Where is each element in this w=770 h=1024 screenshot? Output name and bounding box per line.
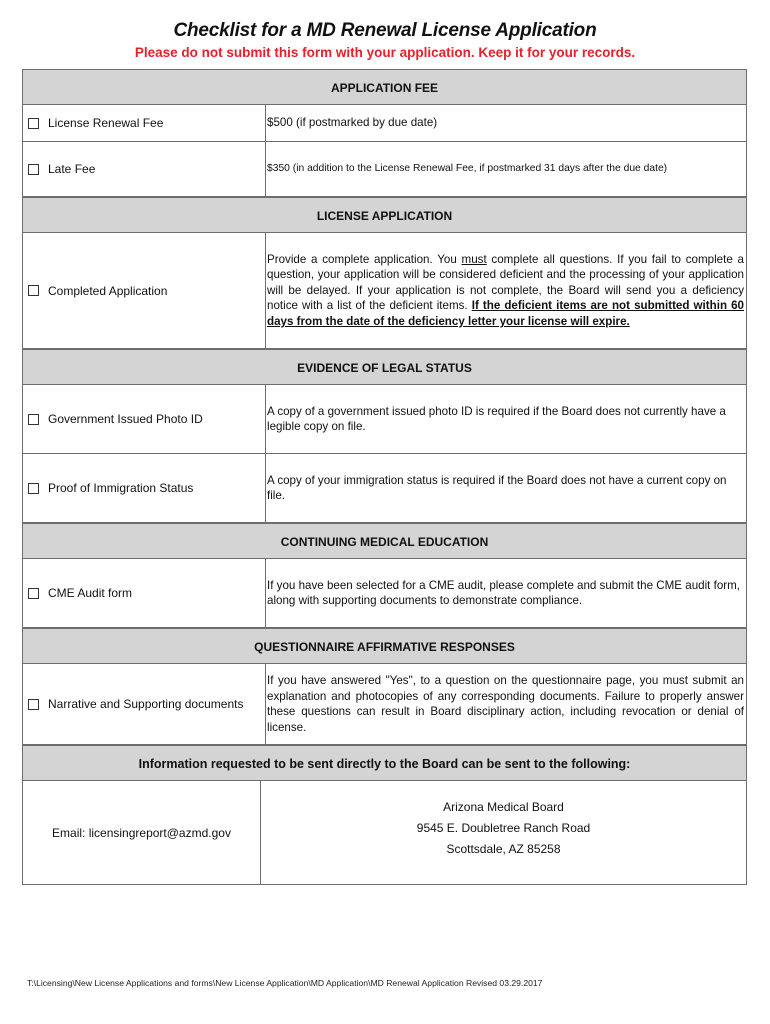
address-line: 9545 E. Doubletree Ranch Road (416, 821, 591, 835)
section-header-information (22, 745, 747, 781)
immigration-status-description: A copy of your immigration status is required if the Board does not have a current copy on file. (267, 473, 727, 502)
section-title: CONTINUING MEDICAL EDUCATION (280, 535, 489, 549)
license-renewal-fee-label: License Renewal Fee (48, 116, 164, 130)
narrative-checkbox[interactable] (28, 699, 39, 710)
board-address (261, 781, 746, 884)
must-emphasis: must (461, 252, 487, 266)
license-renewal-fee-checkbox[interactable] (28, 118, 39, 129)
completed-application-description: Provide a complete application. You must complete all questions. If you fail to complete a question, your application will be considered deficient and the processing of your application will be delayed. If your application is not complete, the Board will send you a deficiency notice with a list of the deficient items. If the deficient items are not submitted within 60 days from the date of the deficiency letter your license will expire. (267, 252, 744, 328)
checklist-row-photo-id (22, 385, 747, 454)
checklist-row-license-renewal-fee (22, 105, 747, 142)
narrative-description: If you have answered "Yes", to a question on the questionnaire page, you must submit an explanation and photocopies of any corresponding documents. Failure to properly answer these questions can result in Board disciplinary action, including revocation or denial of license. (267, 674, 744, 734)
cme-audit-description: If you have been selected for a CME audit, please complete and submit the CME audit form, along with supporting documents to demonstrate compliance. (267, 578, 741, 607)
immigration-status-checkbox[interactable] (28, 483, 39, 494)
section-title: LICENSE APPLICATION (316, 209, 453, 223)
checklist-row-cme-audit (22, 559, 747, 628)
section-header-cme (22, 523, 747, 559)
cme-audit-checkbox[interactable] (28, 588, 39, 599)
narrative-label: Narrative and Supporting documents (48, 697, 244, 711)
completed-application-checkbox[interactable] (28, 285, 39, 296)
board-email: Email: licensingreport@azmd.gov (52, 825, 231, 840)
late-fee-description: $350 (in addition to the License Renewal Fee, if postmarked 31 days after the due date) (267, 163, 668, 175)
immigration-status-label: Proof of Immigration Status (48, 481, 194, 495)
page-subtitle-warning: Please do not submit this form with your application. Keep it for your records. (134, 45, 636, 60)
address-line: Scottsdale, AZ 85258 (446, 842, 561, 856)
photo-id-description: A copy of a government issued photo ID is required if the Board does not currently have a legible copy on file. (267, 404, 726, 433)
page-title: Checklist for a MD Renewal License Application (173, 20, 597, 41)
expiration-warning: If the deficient items are not submitted within 60 days from the date of the deficiency letter your license will expire. (267, 299, 744, 328)
address-line: Arizona Medical Board (443, 800, 564, 814)
section-title: Information requested to be sent directly to the Board can be sent to the following: (138, 757, 631, 771)
photo-id-checkbox[interactable] (28, 414, 39, 425)
checklist-row-narrative (22, 664, 747, 745)
checklist-row-immigration-status (22, 454, 747, 523)
completed-application-label: Completed Application (48, 283, 168, 298)
section-title: EVIDENCE OF LEGAL STATUS (297, 361, 472, 375)
late-fee-label: Late Fee (48, 162, 96, 176)
checklist-row-late-fee (22, 142, 747, 197)
license-renewal-fee-description: $500 (if postmarked by due date) (267, 116, 438, 130)
section-header-legal-status (22, 349, 747, 385)
cme-audit-label: CME Audit form (48, 586, 133, 600)
section-header-application-fee (22, 69, 747, 105)
footer-file-path: T:\Licensing\New License Applications and forms\New License Application\MD Application\MD Renewal Application Revised 03.29.2017 (27, 978, 543, 988)
photo-id-label: Government Issued Photo ID (48, 412, 203, 426)
late-fee-checkbox[interactable] (28, 164, 39, 175)
contact-box (22, 781, 747, 885)
section-header-questionnaire (22, 628, 747, 664)
section-title: APPLICATION FEE (330, 81, 439, 95)
checklist-row-completed-application (22, 233, 747, 349)
section-title: QUESTIONNAIRE AFFIRMATIVE RESPONSES (254, 640, 515, 654)
section-header-license-application (22, 197, 747, 233)
